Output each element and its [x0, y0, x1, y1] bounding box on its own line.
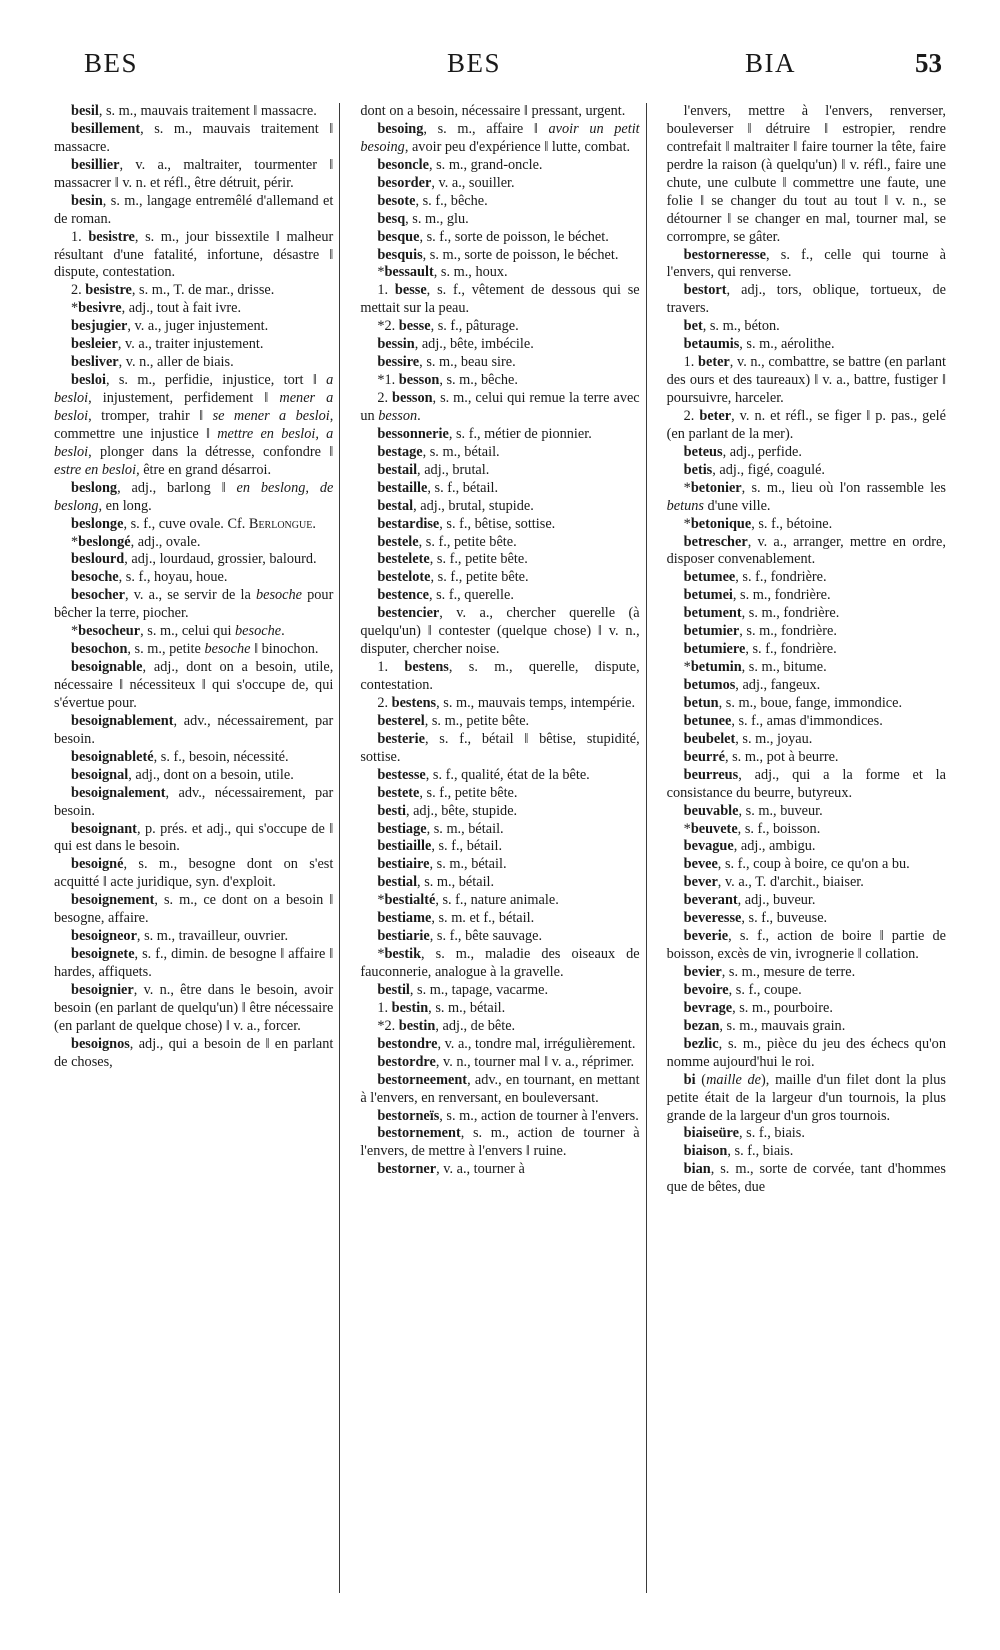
dictionary-entry: bestiage, s. m., bétail. [377, 820, 504, 837]
running-head [62, 48, 942, 88]
dictionary-entry: besin, s. m., langage entremêlé d'allemand et de roman. [54, 192, 334, 227]
dictionary-entry: *beslongé, adj., ovale. [71, 533, 201, 550]
dictionary-entry: 2. bestens, s. m., mauvais temps, intempérie. [377, 694, 636, 711]
dictionary-entry: besque, s. f., sorte de poisson, le béchet. [377, 228, 609, 245]
dictionary-entry: beslong, adj., barlong ‖ en beslong, de beslong, en long. [54, 479, 334, 514]
dictionary-entry: bestelete, s. f., petite bête. [377, 551, 528, 568]
dictionary-entry: bessin, adj., bête, imbécile. [377, 336, 534, 353]
column-1 [48, 103, 340, 1593]
dictionary-entry: *2. besse, s. f., pâturage. [377, 318, 519, 335]
dictionary-entry: bessire, s. m., beau sire. [377, 354, 516, 371]
dictionary-entry: bestele, s. f., petite bête. [377, 533, 517, 550]
dictionary-entry: beslonge, s. f., cuve ovale. Cf. Berlongue. [71, 515, 316, 532]
dictionary-entry: besil, s. m., mauvais traitement ‖ massacre. [71, 103, 317, 119]
dictionary-entry: besoignier, v. n., être dans le besoin, avoir besoin (en parlant de quelqu'un) ‖ être nécessaire (en parlant de quelque chose) ‖ v. a., forcer. [54, 981, 334, 1034]
dictionary-entry: betun, s. m., boue, fange, immondice. [683, 694, 903, 711]
dictionary-entry: bevoire, s. f., coupe. [683, 981, 802, 998]
dictionary-entry: besoignete, s. f., dimin. de besogne ‖ affaire ‖ hardes, affiquets. [54, 946, 334, 980]
dictionary-entry: bestardise, s. f., bêtise, sottise. [377, 515, 556, 532]
dictionary-entry: bevague, adj., ambigu. [683, 838, 816, 855]
dictionary-entry: besoncle, s. m., grand-oncle. [377, 156, 543, 173]
dictionary-entry: besillement, s. m., mauvais traitement ‖ massacre. [54, 120, 334, 155]
dictionary-entry: bestorneement, adv., en tournant, en mettant à l'envers, en renversant, en bouleversant. [360, 1071, 640, 1106]
dictionary-entry: *bestialté, s. f., nature animale. [377, 892, 559, 909]
dictionary-entry: 1. beter, v. n., combattre, se battre (en parlant des ours et des taureaux) ‖ v. a., battre, fustiger ‖ poursuivre, harceler. [666, 354, 946, 406]
dictionary-entry: biaison, s. f., biais. [683, 1143, 794, 1160]
dictionary-entry: beurré, s. m., pot à beurre. [683, 748, 839, 765]
dictionary-entry: 2. besson, s. m., celui qui remue la terre avec un besson. [360, 390, 640, 424]
dictionary-entry: bet, s. m., béton. [683, 318, 780, 335]
dictionary-entry: bevrage, s. m., pourboire. [683, 999, 833, 1016]
running-head-right: BIA [745, 48, 796, 78]
dictionary-entry: *betonique, s. f., bétoine. [683, 515, 833, 532]
dictionary-entry: bestal, adj., brutal, stupide. [377, 497, 534, 514]
dictionary-entry: bestornement, s. m., action de tourner à l'envers, de mettre à l'envers ‖ ruine. [360, 1125, 640, 1160]
dictionary-entry: bestorneïs, s. m., action de tourner à l'envers. [377, 1107, 639, 1124]
dictionary-entry: betumei, s. m., fondrière. [683, 587, 831, 604]
dictionary-entry: bestorner, v. a., tourner à [377, 1161, 525, 1178]
dictionary-entry: betument, s. m., fondrière. [683, 605, 840, 622]
dictionary-entry: biaiseüre, s. f., biais. [683, 1125, 805, 1142]
dictionary-entry: bestiarie, s. f., bête sauvage. [377, 928, 543, 945]
dictionary-entry: besoignos, adj., qui a besoin de ‖ en parlant de choses, [54, 1035, 334, 1070]
dictionary-entry: bevee, s. f., coup à boire, ce qu'on a bu. [683, 856, 910, 873]
dictionary-entry: bestil, s. m., tapage, vacarme. [377, 981, 549, 998]
dictionary-entry: *2. bestin, adj., de bête. [377, 1017, 516, 1034]
dictionary-entry: besoigneor, s. m., travailleur, ouvrier. [71, 928, 289, 945]
dictionary-entry: bestesse, s. f., qualité, état de la bête. [377, 766, 590, 783]
dictionary-entry: besterie, s. f., bétail ‖ bêtise, stupidité, sottise. [360, 730, 640, 765]
dictionary-entry: bi (maille de), maille d'un filet dont la plus petite était de la largeur d'un tournois, la plus grande de la largeur d'un gros tournois. [666, 1071, 946, 1124]
dictionary-entry: *bessault, s. m., houx. [377, 264, 508, 281]
dictionary-entry: besillier, v. a., maltraiter, tourmenter ‖ massacrer ‖ v. n. et réfl., être détruit, périr. [54, 156, 334, 191]
dictionary-entry: betaumis, s. m., aérolithe. [683, 336, 835, 353]
dictionary-entry: besleier, v. a., traiter injustement. [71, 336, 264, 353]
dictionary-entry: bestence, s. f., querelle. [377, 587, 514, 604]
dictionary-entry: *betumin, s. m., bitume. [683, 659, 827, 676]
dictionary-entry: 2. beter, v. n. et réfl., se figer ‖ p. pas., gelé (en parlant de la mer). [666, 407, 946, 442]
column-3 [655, 103, 952, 1593]
page-number: 53 [915, 48, 942, 78]
dictionary-entry: beverant, adj., buveur. [683, 892, 816, 909]
dictionary-entry: besquis, s. m., sorte de poisson, le béchet. [377, 246, 619, 263]
dictionary-entry: 2. besistre, s. m., T. de mar., drisse. [71, 282, 275, 299]
column-2 [348, 103, 646, 1593]
dictionary-entry: l'envers, mettre à l'envers, renverser, bouleverser ‖ détruire ‖ estropier, rendre contrefait ‖ maltraiter ‖ faire tourner la tête, faire perdre la raison (à quelqu'un) ‖ v. réfl., faire une chute, une culbute ‖ commettre une faute, une folie ‖ se changer du tout au tout ‖ v. n., se détourner ‖ se changer en mal, tourner mal, se corrompre, se gâter. [666, 103, 946, 245]
dictionary-entry: bestete, s. f., petite bête. [377, 784, 518, 801]
dictionary-entry: bestiame, s. m. et f., bétail. [377, 910, 535, 927]
dictionary-entry: bestencier, v. a., chercher querelle (à quelqu'un) ‖ contester (quelque chose) ‖ v. n., disputer, chercher noise. [360, 605, 640, 658]
dictionary-entry: beubelet, s. m., joyau. [683, 730, 813, 747]
dictionary-entry: besoignablement, adv., nécessairement, par besoin. [54, 712, 334, 747]
dictionary-entry: bezlic, s. m., pièce du jeu des échecs qu'on nomme aujourd'hui le roi. [666, 1035, 946, 1070]
dictionary-entry: *besivre, adj., tout à fait ivre. [71, 300, 242, 317]
dictionary-entry: *betonier, s. m., lieu où l'on rassemble les betuns d'une ville. [666, 479, 946, 514]
dictionary-entry: betunee, s. f., amas d'immondices. [683, 712, 883, 729]
dictionary-entry: beteus, adj., perfide. [683, 443, 802, 460]
dictionary-entry: beslourd, adj., lourdaud, grossier, balourd. [71, 551, 317, 568]
dictionary-entry: bever, v. a., T. d'archit., biaiser. [683, 874, 864, 891]
dictionary-entry: bian, s. m., sorte de corvée, tant d'hommes que de bêtes, due [666, 1161, 946, 1196]
dictionary-entry: bestail, adj., brutal. [377, 461, 490, 478]
dictionary-entry: beveresse, s. f., buveuse. [683, 910, 828, 927]
dictionary-entry: besote, s. f., bêche. [377, 192, 488, 209]
dictionary-entry: 1. bestin, s. m., bétail. [377, 999, 506, 1016]
dictionary-entry: betumier, s. m., fondrière. [683, 623, 837, 640]
dictionary-entry: betumos, adj., fangeux. [683, 677, 821, 693]
dictionary-entry: bestort, adj., tors, oblique, tortueux, de travers. [666, 282, 946, 317]
running-head-middle: BES [447, 48, 502, 78]
dictionary-entry: besoignement, s. m., ce dont on a besoin ‖ besogne, affaire. [54, 892, 334, 927]
dictionary-entry: *bestik, s. m., maladie des oiseaux de fauconnerie, analogue à la gravelle. [360, 946, 640, 980]
dictionary-entry: besocher, v. a., se servir de la besoche pour bêcher la terre, piocher. [54, 587, 334, 622]
dictionary-entry: besoignableté, s. f., besoin, nécessité. [71, 748, 289, 765]
dictionary-entry: besorder, v. a., souiller. [377, 174, 515, 191]
dictionary-entry: beuvable, s. m., buveur. [683, 802, 823, 819]
dictionary-entry: *beuvete, s. f., boisson. [683, 820, 821, 837]
dictionary-entry: bestorneresse, s. f., celle qui tourne à l'envers, qui renverse. [666, 246, 946, 281]
dictionary-entry: bestelote, s. f., petite bête. [377, 569, 529, 586]
dictionary-entry: besoigné, s. m., besogne dont on s'est acquitté ‖ acte juridique, syn. d'exploit. [54, 856, 334, 891]
dictionary-entry: besjugier, v. a., juger injustement. [71, 318, 269, 335]
dictionary-entry: betumiere, s. f., fondrière. [683, 641, 837, 658]
dictionary-entry: bestiaille, s. f., bétail. [377, 838, 503, 855]
dictionary-entry: betrescher, v. a., arranger, mettre en ordre, disposer convenablement. [666, 533, 946, 568]
dictionary-entry: bestial, s. m., bétail. [377, 874, 495, 891]
dictionary-entry: *besocheur, s. m., celui qui besoche. [71, 623, 285, 640]
dictionary-entry: besoing, s. m., affaire ‖ avoir un petit besoing, avoir peu d'expérience ‖ lutte, combat. [360, 120, 640, 155]
dictionary-entry: besti, adj., bête, stupide. [377, 802, 518, 819]
dictionary-entry: dont on a besoin, nécessaire ‖ pressant, urgent. [360, 103, 626, 119]
dictionary-entry: besliver, v. n., aller de biais. [71, 354, 234, 371]
dictionary-entry: 1. bestens, s. m., querelle, dispute, contestation. [360, 659, 640, 693]
dictionary-entry: bestondre, v. a., tondre mal, irrégulièrement. [377, 1035, 636, 1052]
dictionary-entry: 1. besistre, s. m., jour bissextile ‖ malheur résultant d'une fatalité, infortune, désastre ‖ dispute, contestation. [54, 228, 334, 281]
dictionary-entry: *1. besson, s. m., bêche. [377, 372, 518, 389]
dictionary-entry: besoignal, adj., dont on a besoin, utile. [71, 766, 294, 783]
dictionary-entry: besochon, s. m., petite besoche ‖ binochon. [71, 641, 319, 658]
dictionary-entry: besterel, s. m., petite bête. [377, 712, 530, 729]
dictionary-entry: bestaille, s. f., bétail. [377, 479, 499, 496]
dictionary-entry: bestage, s. m., bétail. [377, 443, 500, 460]
dictionary-entry: beverie, s. f., action de boire ‖ partie de boisson, excès de vin, ivrognerie ‖ collation. [666, 928, 946, 963]
dictionary-entry: 1. besse, s. f., vêtement de dessous qui se mettait sur la peau. [360, 282, 640, 317]
dictionary-entry: bessonnerie, s. f., métier de pionnier. [377, 425, 592, 442]
dictionary-entry: beurreus, adj., qui a la forme et la consistance du beurre, butyreux. [666, 766, 946, 801]
dictionary-entry: besoignable, adj., dont on a besoin, utile, nécessaire ‖ nécessiteux ‖ qui s'occupe de, qui s'évertue pour. [54, 659, 334, 711]
dictionary-entry: besq, s. m., glu. [377, 210, 469, 227]
dictionary-entry: betis, adj., figé, coagulé. [683, 461, 826, 478]
dictionary-entry: bestordre, v. n., tourner mal ‖ v. a., réprimer. [377, 1053, 635, 1070]
dictionary-entry: besoignalement, adv., nécessairement, par besoin. [54, 784, 334, 819]
dictionary-entry: bevier, s. m., mesure de terre. [683, 964, 856, 980]
dictionary-entry: betumee, s. f., fondrière. [683, 569, 827, 586]
running-head-left: BES [84, 48, 139, 78]
text-columns [48, 103, 952, 1593]
dictionary-entry: bestiaire, s. m., bétail. [377, 856, 507, 873]
dictionary-entry: besoignant, p. prés. et adj., qui s'occupe de ‖ qui est dans le besoin. [54, 820, 334, 855]
dictionary-entry: besloi, s. m., perfidie, injustice, tort ‖ a besloi, injustement, perfidement ‖ mener a besloi, tromper, trahir ‖ se mener a besloi, commettre une injustice ‖ mettre en besloi, a besloi, plonger dans la détresse, confondre ‖ estre en besloi, être en grand désarroi. [54, 372, 334, 478]
dictionary-entry: bezan, s. m., mauvais grain. [683, 1017, 846, 1034]
dictionary-entry: besoche, s. f., hoyau, houe. [71, 569, 228, 586]
